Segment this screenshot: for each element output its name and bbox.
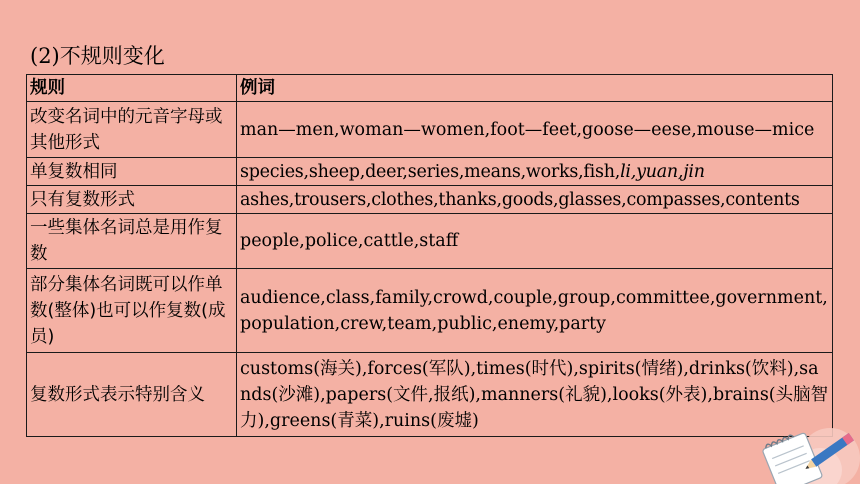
example-text: species,sheep,deer,series,means,works,fish, — [240, 161, 621, 182]
example-cell: ashes,trousers,clothes,thanks,goods,glasses,compasses,contents — [237, 186, 833, 214]
rule-cell: 复数形式表示特别含义 — [27, 353, 237, 437]
rule-cell: 单复数相同 — [27, 158, 237, 186]
example-cell: customs(海关),forces(军队),times(时代),spirits(情绪),drinks(饮料),sands(沙滩),papers(文件,报纸),manners(礼貌),looks(外表),brains(头脑智力),greens(青菜),ruins(废墟) — [237, 353, 833, 437]
irregular-plural-table — [26, 74, 833, 437]
example-cell: man—men,woman—women,foot—feet,goose—eese,mouse—mice — [237, 102, 833, 158]
notepad-pencil-icon — [750, 410, 860, 484]
section-title: (2)不规则变化 — [30, 44, 165, 68]
table-header-row — [27, 75, 833, 102]
rule-cell: 一些集体名词总是用作复数 — [27, 214, 237, 269]
rule-cell: 只有复数形式 — [27, 186, 237, 214]
table-row — [27, 214, 833, 269]
example-cell: people,police,cattle,staff — [237, 214, 833, 269]
table-row — [27, 353, 833, 437]
header-rule: 规则 — [27, 75, 237, 102]
table-row — [27, 102, 833, 158]
example-cell — [237, 158, 833, 186]
header-example: 例词 — [237, 75, 833, 102]
example-cell: audience,class,family,crowd,couple,group,committee,government,population,crew,team,public,enemy,party — [237, 269, 833, 353]
rule-cell: 改变名词中的元音字母或其他形式 — [27, 102, 237, 158]
table-row — [27, 269, 833, 353]
rule-cell: 部分集体名词既可以作单数(整体)也可以作复数(成员) — [27, 269, 237, 353]
table-row — [27, 186, 833, 214]
example-italic-text: li,yuan,jin — [620, 161, 705, 182]
table-row — [27, 158, 833, 186]
